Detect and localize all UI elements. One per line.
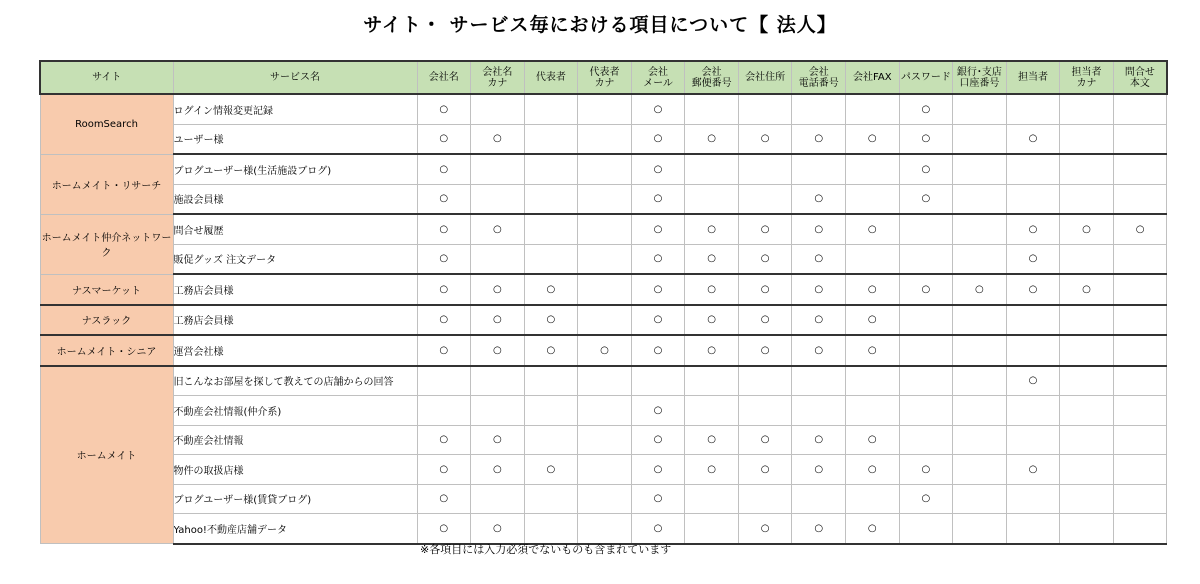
empty-mark-cell	[953, 425, 1007, 455]
column-header-line: 問合せ	[1124, 66, 1155, 78]
circle-mark-cell: ○	[738, 244, 792, 274]
circle-mark-cell: ○	[1006, 214, 1060, 244]
circle-mark-cell: ○	[846, 124, 900, 154]
circle-mark-cell: ○	[846, 305, 900, 336]
circle-mark-cell: ○	[578, 335, 632, 366]
circle-mark-cell: ○	[631, 214, 685, 244]
empty-mark-cell	[792, 366, 846, 396]
column-header-item	[792, 61, 846, 94]
empty-mark-cell	[846, 244, 900, 274]
empty-mark-cell	[899, 514, 953, 544]
service-cell: ユーザー様	[173, 124, 417, 154]
site-cell: RoomSearch	[40, 94, 173, 154]
table-row	[40, 94, 1167, 124]
empty-mark-cell	[578, 305, 632, 336]
empty-mark-cell	[578, 244, 632, 274]
circle-mark-cell: ○	[631, 154, 685, 184]
column-header-line: 郵便番号	[691, 77, 732, 89]
table-row	[40, 274, 1167, 305]
circle-mark-cell: ○	[417, 514, 471, 544]
circle-mark-cell: ○	[1060, 274, 1114, 305]
empty-mark-cell	[1113, 396, 1167, 426]
column-header-line: メール	[643, 77, 673, 89]
service-cell: Yahoo!不動産店舗データ	[173, 514, 417, 544]
empty-mark-cell	[578, 455, 632, 485]
empty-mark-cell	[1060, 184, 1114, 214]
circle-mark-cell: ○	[471, 425, 525, 455]
column-header-line: 会社住所	[745, 72, 786, 83]
empty-mark-cell	[846, 366, 900, 396]
empty-mark-cell	[1113, 366, 1167, 396]
circle-mark-cell: ○	[792, 274, 846, 305]
empty-mark-cell	[953, 366, 1007, 396]
table-row	[40, 124, 1167, 154]
circle-mark-cell: ○	[471, 514, 525, 544]
empty-mark-cell	[685, 366, 739, 396]
table-row	[40, 214, 1167, 244]
column-header-line: 本文	[1129, 77, 1150, 89]
circle-mark-cell: ○	[899, 455, 953, 485]
empty-mark-cell	[899, 244, 953, 274]
empty-mark-cell	[471, 396, 525, 426]
service-cell: 物件の取扱店様	[173, 455, 417, 485]
empty-mark-cell	[846, 184, 900, 214]
column-header-line: 会社	[701, 66, 722, 78]
circle-mark-cell: ○	[631, 335, 685, 366]
empty-mark-cell	[953, 244, 1007, 274]
empty-mark-cell	[1113, 514, 1167, 544]
empty-mark-cell	[1060, 425, 1114, 455]
empty-mark-cell	[524, 244, 578, 274]
empty-mark-cell	[953, 94, 1007, 124]
circle-mark-cell: ○	[792, 214, 846, 244]
empty-mark-cell	[953, 214, 1007, 244]
empty-mark-cell	[1006, 396, 1060, 426]
empty-mark-cell	[846, 94, 900, 124]
circle-mark-cell: ○	[792, 335, 846, 366]
service-cell: 工務店会員様	[173, 305, 417, 336]
empty-mark-cell	[578, 94, 632, 124]
empty-mark-cell	[685, 184, 739, 214]
empty-mark-cell	[578, 484, 632, 514]
empty-mark-cell	[1113, 124, 1167, 154]
empty-mark-cell	[1006, 484, 1060, 514]
empty-mark-cell	[1006, 335, 1060, 366]
empty-mark-cell	[1060, 484, 1114, 514]
matrix-body	[40, 94, 1167, 544]
column-header-line: 電話番号	[798, 77, 839, 89]
table-row	[40, 425, 1167, 455]
empty-mark-cell	[471, 154, 525, 184]
empty-mark-cell	[1006, 154, 1060, 184]
service-cell: ログイン情報変更記録	[173, 94, 417, 124]
column-header-item	[953, 61, 1007, 94]
circle-mark-cell: ○	[899, 484, 953, 514]
site-cell: ナスマーケット	[40, 274, 173, 305]
circle-mark-cell: ○	[524, 335, 578, 366]
circle-mark-cell: ○	[471, 214, 525, 244]
circle-mark-cell: ○	[631, 305, 685, 336]
column-header-item	[1060, 61, 1114, 94]
table-row	[40, 484, 1167, 514]
circle-mark-cell: ○	[685, 214, 739, 244]
column-header-item	[1006, 61, 1060, 94]
footnote: ※各項目には入力必須でないものも含まれています	[420, 543, 672, 556]
column-header-line: 会社名	[428, 72, 459, 83]
column-header-site: サイト	[40, 61, 173, 94]
empty-mark-cell	[953, 124, 1007, 154]
column-header-item	[578, 61, 632, 94]
circle-mark-cell: ○	[685, 244, 739, 274]
empty-mark-cell	[1113, 335, 1167, 366]
page-title: サイト・ サービス毎における項目について【 法人】	[363, 14, 837, 36]
empty-mark-cell	[685, 94, 739, 124]
empty-mark-cell	[1060, 455, 1114, 485]
column-header-item	[524, 61, 578, 94]
empty-mark-cell	[1006, 94, 1060, 124]
empty-mark-cell	[1060, 154, 1114, 184]
empty-mark-cell	[899, 425, 953, 455]
empty-mark-cell	[417, 366, 471, 396]
circle-mark-cell: ○	[685, 455, 739, 485]
circle-mark-cell: ○	[899, 274, 953, 305]
circle-mark-cell: ○	[792, 244, 846, 274]
circle-mark-cell: ○	[631, 124, 685, 154]
empty-mark-cell	[953, 514, 1007, 544]
empty-mark-cell	[685, 396, 739, 426]
circle-mark-cell: ○	[899, 124, 953, 154]
empty-mark-cell	[738, 184, 792, 214]
column-header-service: サービス名	[173, 61, 417, 94]
column-header-line: カナ	[1076, 77, 1097, 89]
empty-mark-cell	[1006, 425, 1060, 455]
circle-mark-cell: ○	[417, 94, 471, 124]
empty-mark-cell	[899, 305, 953, 336]
circle-mark-cell: ○	[792, 184, 846, 214]
circle-mark-cell: ○	[631, 425, 685, 455]
column-header-line: 担当者	[1071, 66, 1102, 78]
circle-mark-cell: ○	[417, 335, 471, 366]
circle-mark-cell: ○	[1113, 214, 1167, 244]
empty-mark-cell	[1060, 396, 1114, 426]
circle-mark-cell: ○	[417, 455, 471, 485]
empty-mark-cell	[578, 214, 632, 244]
empty-mark-cell	[738, 396, 792, 426]
empty-mark-cell	[524, 484, 578, 514]
empty-mark-cell	[1113, 305, 1167, 336]
table-row	[40, 366, 1167, 396]
circle-mark-cell: ○	[417, 124, 471, 154]
column-header-line: 担当者	[1017, 72, 1048, 83]
table-row	[40, 514, 1167, 544]
empty-mark-cell	[524, 514, 578, 544]
column-header-item	[1113, 61, 1167, 94]
service-cell: 工務店会員様	[173, 274, 417, 305]
table-row	[40, 305, 1167, 336]
column-header-line: 会社名	[482, 66, 513, 78]
circle-mark-cell: ○	[846, 274, 900, 305]
column-header-line: 代表者	[535, 72, 566, 83]
circle-mark-cell: ○	[631, 244, 685, 274]
circle-mark-cell: ○	[417, 244, 471, 274]
empty-mark-cell	[846, 396, 900, 426]
circle-mark-cell: ○	[471, 335, 525, 366]
column-header-line: 会社FAX	[853, 72, 892, 83]
empty-mark-cell	[1113, 425, 1167, 455]
column-header-item	[899, 61, 953, 94]
circle-mark-cell: ○	[738, 274, 792, 305]
circle-mark-cell: ○	[738, 214, 792, 244]
empty-mark-cell	[899, 396, 953, 426]
circle-mark-cell: ○	[1006, 274, 1060, 305]
circle-mark-cell: ○	[846, 455, 900, 485]
empty-mark-cell	[471, 244, 525, 274]
circle-mark-cell: ○	[792, 455, 846, 485]
circle-mark-cell: ○	[846, 514, 900, 544]
column-header-line: カナ	[487, 77, 508, 89]
empty-mark-cell	[1060, 244, 1114, 274]
empty-mark-cell	[685, 154, 739, 184]
circle-mark-cell: ○	[631, 274, 685, 305]
empty-mark-cell	[1113, 274, 1167, 305]
service-cell: 問合せ履歴	[173, 214, 417, 244]
circle-mark-cell: ○	[846, 214, 900, 244]
empty-mark-cell	[471, 484, 525, 514]
circle-mark-cell: ○	[792, 514, 846, 544]
circle-mark-cell: ○	[631, 455, 685, 485]
service-cell: 販促グッズ 注文データ	[173, 244, 417, 274]
empty-mark-cell	[1113, 94, 1167, 124]
empty-mark-cell	[524, 124, 578, 154]
empty-mark-cell	[524, 154, 578, 184]
empty-mark-cell	[738, 484, 792, 514]
empty-mark-cell	[578, 396, 632, 426]
service-cell: 不動産会社情報(仲介系)	[173, 396, 417, 426]
circle-mark-cell: ○	[1006, 244, 1060, 274]
circle-mark-cell: ○	[417, 214, 471, 244]
empty-mark-cell	[685, 514, 739, 544]
circle-mark-cell: ○	[685, 305, 739, 336]
circle-mark-cell: ○	[471, 124, 525, 154]
service-cell: 施設会員様	[173, 184, 417, 214]
empty-mark-cell	[524, 396, 578, 426]
circle-mark-cell: ○	[417, 154, 471, 184]
column-header-line: 銀行･支店	[956, 66, 1002, 78]
table-row	[40, 455, 1167, 485]
empty-mark-cell	[792, 94, 846, 124]
service-cell: 運営会社様	[173, 335, 417, 366]
circle-mark-cell: ○	[738, 124, 792, 154]
empty-mark-cell	[578, 514, 632, 544]
empty-mark-cell	[1060, 514, 1114, 544]
column-header-item	[738, 61, 792, 94]
table-row	[40, 184, 1167, 214]
site-cell: ホームメイト	[40, 366, 173, 544]
column-header-item	[471, 61, 525, 94]
empty-mark-cell	[578, 366, 632, 396]
circle-mark-cell: ○	[738, 305, 792, 336]
empty-mark-cell	[953, 335, 1007, 366]
circle-mark-cell: ○	[738, 455, 792, 485]
empty-mark-cell	[524, 94, 578, 124]
empty-mark-cell	[578, 274, 632, 305]
table-row	[40, 396, 1167, 426]
service-cell: ブログユーザー様(賃貸ブログ)	[173, 484, 417, 514]
empty-mark-cell	[899, 214, 953, 244]
circle-mark-cell: ○	[953, 274, 1007, 305]
empty-mark-cell	[1006, 184, 1060, 214]
circle-mark-cell: ○	[899, 184, 953, 214]
circle-mark-cell: ○	[471, 305, 525, 336]
circle-mark-cell: ○	[738, 425, 792, 455]
empty-mark-cell	[1060, 366, 1114, 396]
circle-mark-cell: ○	[792, 425, 846, 455]
circle-mark-cell: ○	[524, 455, 578, 485]
circle-mark-cell: ○	[471, 274, 525, 305]
circle-mark-cell: ○	[792, 124, 846, 154]
circle-mark-cell: ○	[1006, 366, 1060, 396]
empty-mark-cell	[953, 484, 1007, 514]
empty-mark-cell	[899, 366, 953, 396]
circle-mark-cell: ○	[417, 425, 471, 455]
service-cell: 不動産会社情報	[173, 425, 417, 455]
column-header-item	[417, 61, 471, 94]
header-row	[40, 61, 1167, 94]
empty-mark-cell	[471, 184, 525, 214]
circle-mark-cell: ○	[846, 425, 900, 455]
column-header-line: 会社	[808, 66, 829, 78]
item-matrix-table	[39, 60, 1168, 545]
empty-mark-cell	[1060, 124, 1114, 154]
site-cell: ホームメイト・リサーチ	[40, 154, 173, 214]
empty-mark-cell	[578, 184, 632, 214]
site-cell: ナスラック	[40, 305, 173, 336]
empty-mark-cell	[1113, 244, 1167, 274]
circle-mark-cell: ○	[685, 124, 739, 154]
empty-mark-cell	[471, 366, 525, 396]
empty-mark-cell	[524, 425, 578, 455]
empty-mark-cell	[953, 154, 1007, 184]
circle-mark-cell: ○	[738, 335, 792, 366]
circle-mark-cell: ○	[846, 335, 900, 366]
empty-mark-cell	[1060, 335, 1114, 366]
empty-mark-cell	[524, 214, 578, 244]
empty-mark-cell	[792, 396, 846, 426]
circle-mark-cell: ○	[1060, 214, 1114, 244]
circle-mark-cell: ○	[417, 274, 471, 305]
empty-mark-cell	[471, 94, 525, 124]
empty-mark-cell	[792, 484, 846, 514]
empty-mark-cell	[1006, 514, 1060, 544]
column-header-line: 会社	[648, 66, 669, 78]
empty-mark-cell	[578, 425, 632, 455]
column-header-line: カナ	[594, 77, 615, 89]
empty-mark-cell	[738, 94, 792, 124]
circle-mark-cell: ○	[417, 184, 471, 214]
empty-mark-cell	[846, 154, 900, 184]
empty-mark-cell	[1113, 154, 1167, 184]
empty-mark-cell	[953, 455, 1007, 485]
empty-mark-cell	[738, 154, 792, 184]
column-header-item	[631, 61, 685, 94]
empty-mark-cell	[953, 305, 1007, 336]
circle-mark-cell: ○	[524, 305, 578, 336]
column-header-item	[846, 61, 900, 94]
empty-mark-cell	[524, 366, 578, 396]
site-cell: ホームメイト・シニア	[40, 335, 173, 366]
circle-mark-cell: ○	[685, 274, 739, 305]
circle-mark-cell: ○	[631, 184, 685, 214]
empty-mark-cell	[578, 154, 632, 184]
column-header-item	[685, 61, 739, 94]
empty-mark-cell	[846, 484, 900, 514]
empty-mark-cell	[1060, 94, 1114, 124]
column-header-line: パスワード	[900, 72, 951, 83]
empty-mark-cell	[792, 154, 846, 184]
table-row	[40, 335, 1167, 366]
empty-mark-cell	[953, 184, 1007, 214]
circle-mark-cell: ○	[899, 94, 953, 124]
service-cell: ブログユーザー様(生活施設ブログ)	[173, 154, 417, 184]
circle-mark-cell: ○	[631, 94, 685, 124]
service-cell: 旧こんなお部屋を探して教えての店舗からの回答	[173, 366, 417, 396]
circle-mark-cell: ○	[631, 396, 685, 426]
empty-mark-cell	[899, 335, 953, 366]
circle-mark-cell: ○	[685, 425, 739, 455]
circle-mark-cell: ○	[471, 455, 525, 485]
circle-mark-cell: ○	[417, 305, 471, 336]
circle-mark-cell: ○	[524, 274, 578, 305]
table-row	[40, 244, 1167, 274]
circle-mark-cell: ○	[417, 484, 471, 514]
empty-mark-cell	[578, 124, 632, 154]
circle-mark-cell: ○	[631, 514, 685, 544]
circle-mark-cell: ○	[1006, 455, 1060, 485]
empty-mark-cell	[417, 396, 471, 426]
empty-mark-cell	[524, 184, 578, 214]
empty-mark-cell	[1060, 305, 1114, 336]
circle-mark-cell: ○	[792, 305, 846, 336]
circle-mark-cell: ○	[685, 335, 739, 366]
empty-mark-cell	[631, 366, 685, 396]
empty-mark-cell	[685, 484, 739, 514]
circle-mark-cell: ○	[1006, 124, 1060, 154]
circle-mark-cell: ○	[738, 514, 792, 544]
empty-mark-cell	[1006, 305, 1060, 336]
circle-mark-cell: ○	[899, 154, 953, 184]
empty-mark-cell	[1113, 484, 1167, 514]
site-cell: ホームメイト仲介ネットワーク	[40, 214, 173, 274]
empty-mark-cell	[1113, 455, 1167, 485]
column-header-line: 代表者	[589, 66, 620, 78]
column-header-line: 口座番号	[959, 77, 1000, 89]
empty-mark-cell	[1113, 184, 1167, 214]
circle-mark-cell: ○	[631, 484, 685, 514]
table-row	[40, 154, 1167, 184]
empty-mark-cell	[738, 366, 792, 396]
empty-mark-cell	[953, 396, 1007, 426]
